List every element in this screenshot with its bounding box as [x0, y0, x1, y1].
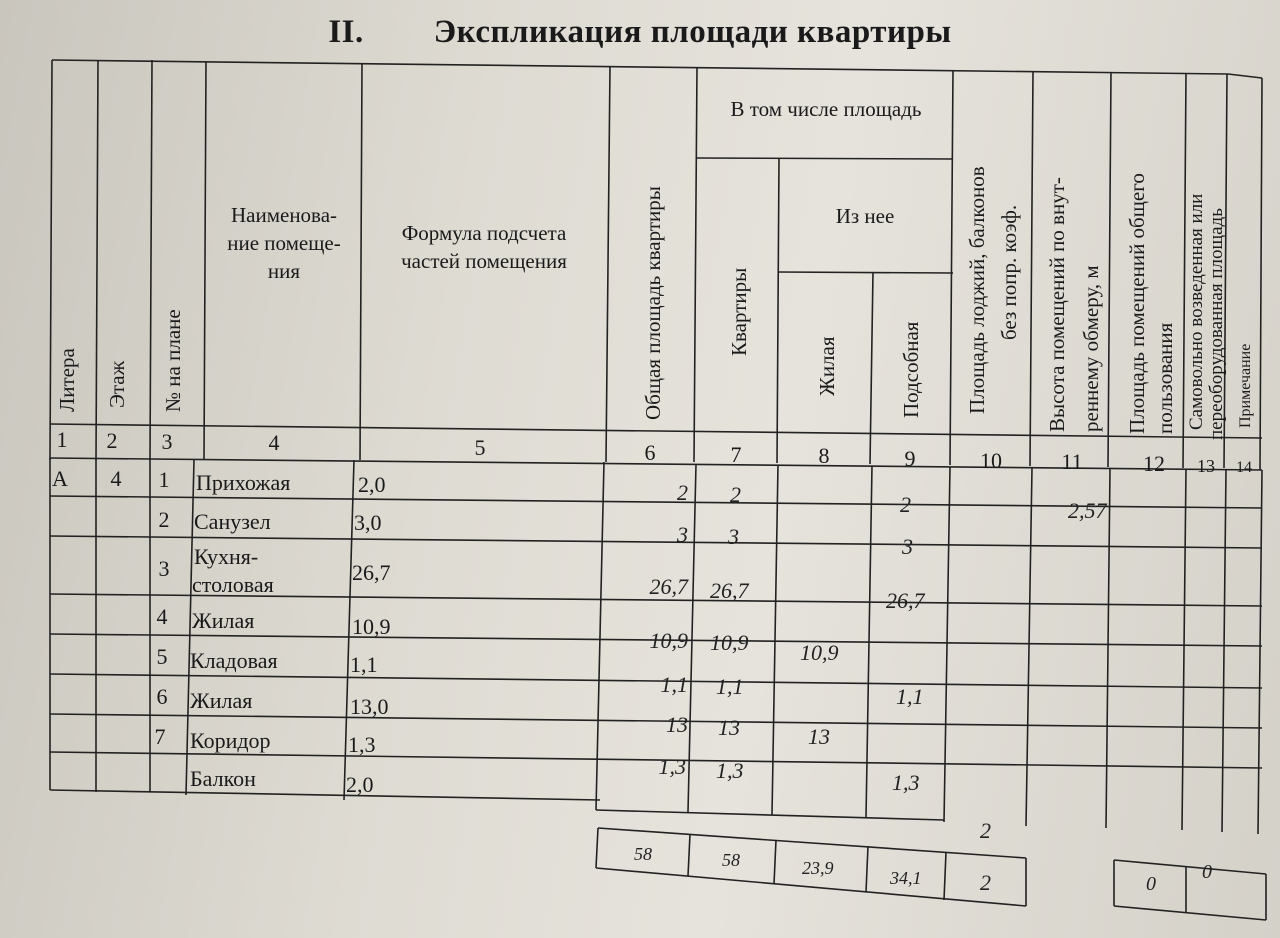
header-formula-line2: частей помещения: [401, 249, 567, 273]
cell-name: Кладовая: [190, 648, 278, 673]
total-lodzh: 2: [980, 870, 991, 895]
cell-name: Балкон: [190, 766, 256, 791]
cell-formula: 13,0: [350, 694, 389, 719]
totals-row: [634, 844, 1212, 895]
col-number: 1: [56, 427, 68, 452]
total-zh: 23,9: [802, 858, 834, 878]
title-text: Экспликация площади квартиры: [433, 14, 952, 50]
cell-obsh: 3: [677, 522, 688, 547]
cell-kv: 10,9: [710, 630, 749, 655]
cell-name: Жилая: [192, 608, 255, 633]
cell-formula: 3,0: [354, 510, 382, 535]
col-number: 11: [1061, 449, 1083, 474]
col-number: 5: [474, 435, 486, 460]
header-litera: Литера: [55, 348, 79, 412]
cell-name: Кухня-: [194, 544, 259, 569]
col-number: 12: [1143, 451, 1165, 476]
cell-pod: 3: [902, 534, 913, 559]
cell-kv: 13: [718, 715, 740, 740]
header-formula-line1: Формула подсчета: [401, 221, 567, 245]
cell-obsh: 2: [677, 480, 688, 505]
header-v-tom-chisle: В том числе площадь: [730, 97, 922, 121]
header-kvartiry: Квартиры: [727, 267, 751, 356]
cell-litera: А: [52, 466, 68, 491]
cell-vys: 2,57: [1068, 498, 1107, 523]
header-lodzhii-line2: без попр. коэф.: [997, 204, 1021, 340]
cell-nom: 5: [156, 644, 168, 669]
col-number: 6: [644, 440, 656, 465]
cell-etazh: 4: [110, 466, 122, 491]
header-naim-line1: Наименова-: [230, 203, 338, 227]
header-obsh-pol-line1: Площадь помещений общего: [1125, 173, 1149, 434]
header-podsobnaya: Подсобная: [899, 321, 923, 418]
cell-nom: 3: [158, 556, 170, 581]
cell-pod: 1,1: [896, 684, 924, 709]
col-number: 4: [268, 430, 280, 455]
header-etazh: Этаж: [105, 360, 129, 408]
col-number: 2: [106, 428, 118, 453]
col-number: 9: [904, 446, 916, 471]
col-number: 3: [161, 429, 173, 454]
col-number: 7: [730, 442, 742, 467]
col-number: 8: [818, 443, 830, 468]
cell-nom: 4: [156, 604, 168, 629]
header-nom-plan: № на плане: [161, 309, 185, 412]
cell-obsh: 13: [666, 712, 688, 737]
column-numbers: [57, 427, 1253, 476]
table-body: [52, 466, 390, 797]
cell-nom: 1: [158, 467, 170, 492]
cell-name: Жилая: [190, 688, 253, 713]
cell-obsh: 1,1: [660, 672, 688, 697]
total-obsh-pol: 0: [1146, 873, 1156, 895]
cell-zh: 13: [808, 724, 830, 749]
cell-obsh: 1,3: [658, 754, 686, 779]
col-number: 14: [1236, 459, 1252, 476]
header-labels: [55, 97, 1177, 434]
cell-name: столовая: [192, 572, 274, 597]
title-number: II.: [328, 14, 364, 50]
cell-formula: 10,9: [352, 614, 391, 639]
cell-pod: 2: [900, 492, 911, 517]
header-obshaya: Общая площадь квартиры: [641, 186, 665, 420]
cell-formula: 2,0: [346, 772, 374, 797]
cell-pod: 1,3: [892, 770, 920, 795]
total-kv: 58: [722, 850, 740, 870]
cell-formula: 1,1: [350, 652, 378, 677]
cell-nom: 7: [154, 724, 166, 749]
cell-zh: 10,9: [800, 640, 839, 665]
header-naim-line2: ние помеще-: [227, 231, 341, 255]
cell-name: Прихожая: [196, 470, 291, 495]
header-vysota-line1: Высота помещений по внут-: [1045, 177, 1069, 432]
header-lodzhii-line1: Площадь лоджий, балконов: [965, 166, 989, 414]
cell-lodzh: 2: [980, 818, 991, 843]
cell-formula: 1,3: [348, 732, 376, 757]
cell-kv: 2: [730, 482, 741, 507]
cell-obsh: 10,9: [649, 628, 688, 653]
header-samovol-line1: Самовольно возведенная или: [1186, 193, 1207, 430]
cell-obsh: 26,7: [649, 574, 688, 599]
table-values: [650, 480, 1108, 843]
cell-nom: 2: [158, 507, 170, 532]
header-naim-line3: ния: [267, 259, 301, 283]
col-number: 10: [980, 448, 1002, 473]
cell-name: Санузел: [194, 509, 271, 534]
cell-kv: 1,1: [716, 674, 744, 699]
cell-name: Коридор: [190, 728, 271, 753]
cell-formula: 26,7: [352, 560, 391, 585]
cell-pod: 26,7: [886, 588, 925, 613]
header-zhilaya: Жилая: [815, 336, 839, 396]
cell-kv: 26,7: [710, 578, 749, 603]
total-samovol: 0: [1202, 861, 1212, 883]
total-pod: 34,1: [890, 868, 922, 888]
cell-kv: 1,3: [716, 758, 744, 783]
header-vysota-line2: реннему обмеру, м: [1079, 265, 1103, 432]
total-obsh: 58: [634, 844, 652, 864]
col-number: 13: [1197, 456, 1215, 476]
cell-kv: 3: [728, 524, 739, 549]
cell-formula: 2,0: [358, 472, 386, 497]
header-iz-nee: Из нее: [835, 204, 895, 228]
header-primechanie: Примечание: [1237, 343, 1254, 428]
header-obsh-pol-line2: пользования: [1153, 322, 1177, 434]
cell-nom: 6: [156, 684, 168, 709]
header-samovol-line2: переоборудованная площадь: [1206, 208, 1227, 440]
